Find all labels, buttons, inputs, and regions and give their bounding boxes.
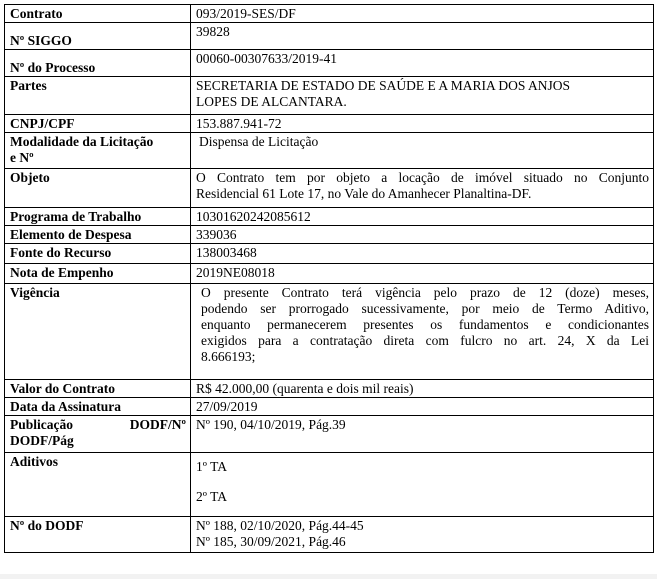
table-row [5, 284, 654, 380]
value-line: O presente Contrato terá vigência pelo prazo de 12 (doze) meses, [201, 285, 649, 300]
table-row [5, 264, 654, 284]
row-value [191, 77, 654, 115]
row-value [191, 453, 654, 517]
value-line: 2º TA [196, 489, 227, 504]
row-label: Vigência [5, 284, 191, 380]
row-label: Data da Assinatura [5, 398, 191, 416]
row-label: Objeto [5, 169, 191, 208]
row-value: 138003468 [191, 244, 654, 264]
row-value: R$ 42.000,00 (quarenta e dois mil reais) [191, 380, 654, 398]
value-line: O Contrato tem por objeto a locação de imóvel situado no Conjunto [196, 170, 649, 185]
row-value: 10301620242085612 [191, 208, 654, 226]
row-value: 2019NE08018 [191, 264, 654, 284]
row-label: Nº do Processo [5, 50, 191, 77]
value-line: 8.666193; [201, 349, 256, 364]
table-row [5, 226, 654, 244]
row-label: Programa de Trabalho [5, 208, 191, 226]
row-value: 339036 [191, 226, 654, 244]
row-value: 093/2019-SES/DF [191, 5, 654, 23]
label-line: Publicação DODF/Nº [10, 417, 186, 432]
table-row [5, 115, 654, 133]
row-label: Valor do Contrato [5, 380, 191, 398]
contract-table [4, 4, 654, 553]
row-label: Elemento de Despesa [5, 226, 191, 244]
label-line: e Nº [10, 150, 34, 165]
table-row [5, 517, 654, 553]
label-line: Modalidade da Licitação [10, 134, 154, 149]
table-row [5, 244, 654, 264]
value-line: 1º TA [196, 459, 227, 474]
table-row [5, 380, 654, 398]
value-line: podendo ser prorrogado sucessivamente, por meio de Termo Aditivo, [201, 301, 649, 316]
table-row [5, 77, 654, 115]
table-row [5, 50, 654, 77]
value-line: Nº 185, 30/09/2021, Pág.46 [196, 534, 346, 549]
row-label [5, 133, 191, 169]
table-row [5, 5, 654, 23]
row-value: 153.887.941-72 [191, 115, 654, 133]
row-label: Nº SIGGO [5, 23, 191, 50]
row-value [191, 169, 654, 208]
table-row [5, 208, 654, 226]
value-line: exigidos para a contratação direta com fulcro no art. 24, X da Lei [201, 333, 649, 348]
value-line: LOPES DE ALCANTARA. [196, 94, 347, 109]
value-line: enquanto permanecerem presentes os fundamentos e condicionantes [201, 317, 649, 332]
table-row [5, 398, 654, 416]
row-label: Nota de Empenho [5, 264, 191, 284]
row-label: Contrato [5, 5, 191, 23]
row-label: Fonte do Recurso [5, 244, 191, 264]
row-label: Nº do DODF [5, 517, 191, 553]
page-bottom-strip [0, 574, 657, 579]
value-line: Nº 188, 02/10/2020, Pág.44-45 [196, 518, 364, 533]
table-row [5, 133, 654, 169]
row-value: Dispensa de Licitação [191, 133, 654, 169]
row-label: Partes [5, 77, 191, 115]
row-label [5, 416, 191, 453]
table-row [5, 453, 654, 517]
table-row [5, 23, 654, 50]
row-value: 39828 [191, 23, 654, 50]
row-value [191, 284, 654, 380]
row-value: Nº 190, 04/10/2019, Pág.39 [191, 416, 654, 453]
value-line: SECRETARIA DE ESTADO DE SAÚDE E A MARIA DOS ANJOS [196, 78, 570, 93]
row-label: CNPJ/CPF [5, 115, 191, 133]
label-line: DODF/Pág [10, 433, 74, 448]
row-value [191, 517, 654, 553]
row-value: 00060-00307633/2019-41 [191, 50, 654, 77]
value-line: Residencial 61 Lote 17, no Vale do Amanhecer Planaltina-DF. [196, 186, 532, 201]
table-row [5, 416, 654, 453]
table-row [5, 169, 654, 208]
row-label: Aditivos [5, 453, 191, 517]
row-value: 27/09/2019 [191, 398, 654, 416]
